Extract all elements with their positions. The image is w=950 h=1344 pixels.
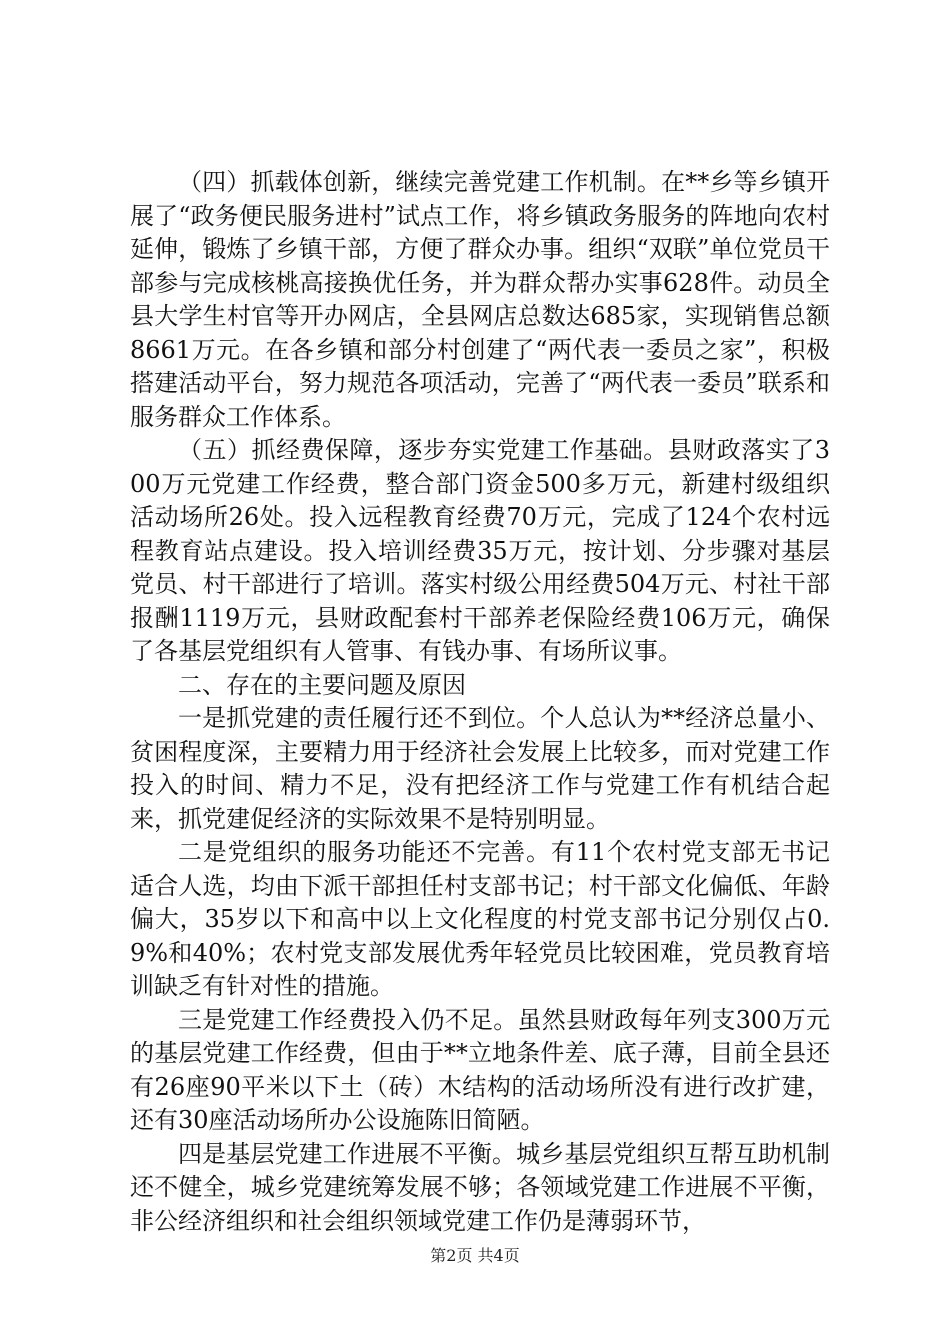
document-body: [130, 166, 830, 1238]
paragraph-5-funding-guarantee: （五）抓经费保障，逐步夯实党建工作基础。县财政落实了300万元党建工作经费，整合部门资金500多万元，新建村级组织活动场所26处。投入远程教育经费70万元，完成了124个农村远程教育站点建设。投入培训经费35万元，按计划、分步骤对基层党员、村干部进行了培训。落实村级公用经费504万元、村社干部报酬1119万元，县财政配套村干部养老保险经费106万元，确保了各基层党组织有人管事、有钱办事、有场所议事。: [130, 436, 830, 665]
page-number-footer: 第2页 共4页: [430, 1246, 520, 1265]
section-heading-main-problems: 二、存在的主要问题及原因: [178, 670, 466, 699]
paragraph-4-carrier-innovation: （四）抓载体创新，继续完善党建工作机制。在**乡等乡镇开展了“政务便民服务进村”试点工作，将乡镇政务服务的阵地向农村延伸，锻炼了乡镇干部，方便了群众办事。组织“双联”单位党员干部参与完成核桃高接换优任务，并为群众帮办实事628件。动员全县大学生村官等开办网店，全县网店总数达685家，实现销售总额8661万元。在各乡镇和部分村创建了“两代表一委员之家”，积极搭建活动平台，努力规范各项活动，完善了“两代表一委员”联系和服务群众工作体系。: [130, 168, 830, 431]
paragraph-problem-3: 三是党建工作经费投入仍不足。虽然县财政每年列支300万元的基层党建工作经费，但由于**立地条件差、底子薄，目前全县还有26座90平米以下土（砖）木结构的活动场所没有进行改扩建，还有30座活动场所办公设施陈旧简陋。: [130, 1005, 830, 1134]
paragraph-problem-2: 二是党组织的服务功能还不完善。有11个农村党支部无书记适合人选，均由下派干部担任村支部书记；村干部文化偏低、年龄偏大，35岁以下和高中以上文化程度的村党支部书记分别仅占0.9%和40%；农村党支部发展优秀年轻党员比较困难，党员教育培训缺乏有针对性的措施。: [130, 838, 830, 1000]
paragraph-problem-4: 四是基层党建工作进展不平衡。城乡基层党组织互帮互助机制还不健全，城乡党建统筹发展不够；各领域党建工作进展不平衡，非公经济组织和社会组织领域党建工作仍是薄弱环节，: [130, 1139, 830, 1235]
paragraph-problem-1: 一是抓党建的责任履行还不到位。个人总认为**经济总量小、贫困程度深，主要精力用于经济社会发展上比较多，而对党建工作投入的时间、精力不足，没有把经济工作与党建工作有机结合起来，抓党建促经济的实际效果不是特别明显。: [130, 704, 830, 833]
